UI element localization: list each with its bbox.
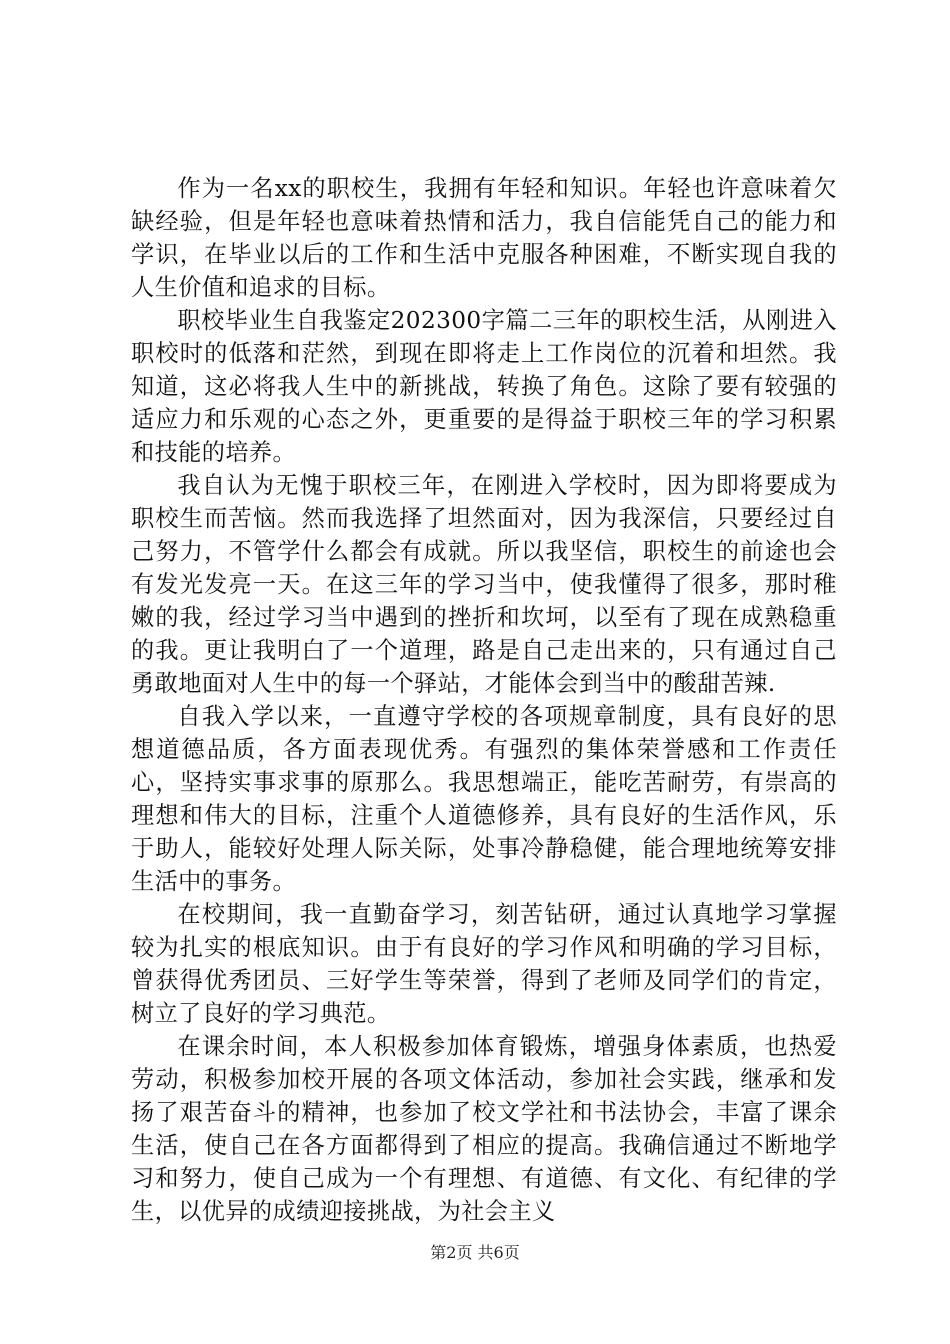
paragraph-4: 自我入学以来，一直遵守学校的各项规章制度，具有良好的思想道德品质，各方面表现优秀。有强烈的集体荣誉感和工作责任心，坚持实事求事的原那么。我思想端正，能吃苦耐劳，有崇高的理想和伟大的目标，注重个人道德修养，具有良好的生活作风，乐于助人，能较好处理人际关际，处事冷静稳健，能合理地统筹安排生活中的事务。 — [131, 703, 837, 895]
paragraph-2: 职校毕业生自我鉴定202300字篇二三年的职校生活，从刚进入职校时的低落和茫然，到现在即将走上工作岗位的沉着和坦然。我知道，这必将我人生中的新挑战，转换了角色。这除了要有较强的适应力和乐观的心态之外，更重要的是得益于职校三年的学习积累和技能的培养。 — [131, 307, 837, 466]
paragraph-5: 在校期间，我一直勤奋学习，刻苦钻研，通过认真地学习掌握较为扎实的根底知识。由于有良好的学习作风和明确的学习目标，曾获得优秀团员、三好学生等荣誉，得到了老师及同学们的肯定，树立了良好的学习典范。 — [131, 901, 837, 1027]
paragraph-6: 在课余时间，本人积极参加体育锻炼，增强身体素质，也热爱劳动，积极参加校开展的各项文体活动，参加社会实践，继承和发扬了艰苦奋斗的精神，也参加了校文学社和书法协会，丰富了课余生活，使自己在各方面都得到了相应的提高。我确信通过不断地学习和努力，使自己成为一个有理想、有道德、有文化、有纪律的学生，以优异的成绩迎接挑战，为社会主义 — [131, 1033, 837, 1225]
paragraph-1: 作为一名xx的职校生，我拥有年轻和知识。年轻也许意味着欠缺经验，但是年轻也意味着热情和活力，我自信能凭自己的能力和学识，在毕业以后的工作和生活中克服各种困难，不断实现自我的人生价值和追求的目标。 — [131, 175, 837, 301]
document-body — [131, 172, 837, 1228]
paragraph-3: 我自认为无愧于职校三年，在刚进入学校时，因为即将要成为职校生而苦恼。然而我选择了坦然面对，因为我深信，只要经过自己努力，不管学什么都会有成就。所以我坚信，职校生的前途也会有发光发亮一天。在这三年的学习当中，使我懂得了很多，那时稚嫩的我，经过学习当中遇到的挫折和坎坷，以至有了现在成熟稳重的我。更让我明白了一个道理，路是自己走出来的，只有通过自己勇敢地面对人生中的每一个驿站，才能体会到当中的酸甜苦辣. — [131, 472, 837, 697]
page-footer: 第2页 共6页 — [430, 1243, 520, 1262]
